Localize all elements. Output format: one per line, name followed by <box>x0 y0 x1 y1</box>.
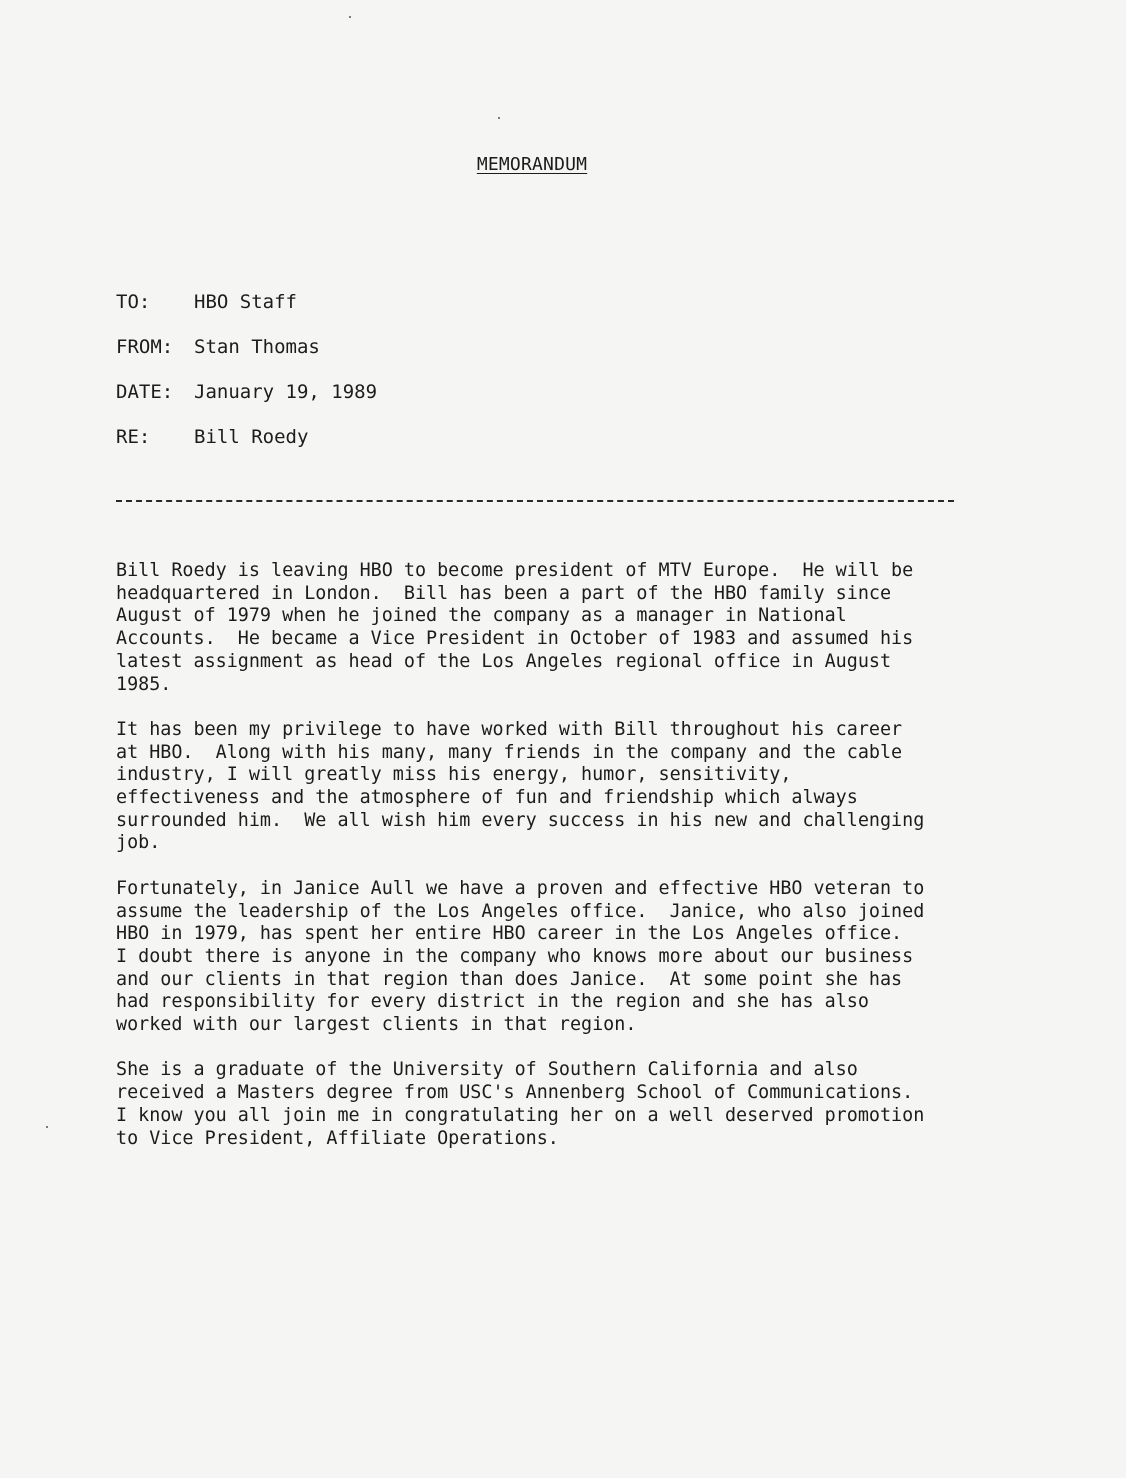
header-divider <box>116 500 954 502</box>
scan-speck <box>46 1126 48 1128</box>
body-paragraph: It has been my privilege to have worked with Bill throughout his career at HBO. Along with his many, many friends in the company and the cable industry, I will greatly miss his energy, humor, sensitivity, effectiveness and the atmosphere of fun and friendship which always surrounded him. We all wish him every success in his new and challenging job. <box>116 718 925 854</box>
body-paragraph: Fortunately, in Janice Aull we have a proven and effective HBO veteran to assume the leadership of the Los Angeles office. Janice, who also joined HBO in 1979, has spent her entire HBO career in the Los Angeles office. I doubt there is anyone in the company who knows more about our business and our clients in that region than does Janice. At some point she has had responsibility for every district in the region and she has also worked with our largest clients in that region. <box>116 877 925 1036</box>
body-paragraph: She is a graduate of the University of Southern California and also received a Masters degree from USC's Annenberg School of Communications. I know you all join me in congratulating her on a well deserved promotion to Vice President, Affiliate Operations. <box>116 1059 925 1149</box>
to-label: TO: <box>116 291 151 313</box>
re-row <box>116 426 377 471</box>
body-paragraph: Bill Roedy is leaving HBO to become president of MTV Europe. He will be headquartered in London. Bill has been a part of the HBO family since August of 1979 when he joined the company as a manager in National Accounts. He became a Vice President in October of 1983 and assumed his latest assignment as head of the Los Angeles regional office in August 1985. <box>116 560 914 695</box>
scan-speck <box>349 16 351 18</box>
date-label: DATE: <box>116 381 174 403</box>
from-row <box>116 336 377 381</box>
to-row <box>116 291 377 336</box>
date-row <box>116 381 377 426</box>
to-value: HBO Staff <box>194 291 297 313</box>
memo-title: MEMORANDUM <box>476 154 588 175</box>
from-label: FROM: <box>116 336 174 358</box>
from-value: Stan Thomas <box>194 336 320 358</box>
memo-body <box>116 560 976 1173</box>
re-label: RE: <box>116 426 151 448</box>
memo-header <box>116 291 377 471</box>
re-value: Bill Roedy <box>194 426 309 448</box>
date-value: January 19, 1989 <box>194 381 378 403</box>
scan-speck <box>498 117 500 119</box>
